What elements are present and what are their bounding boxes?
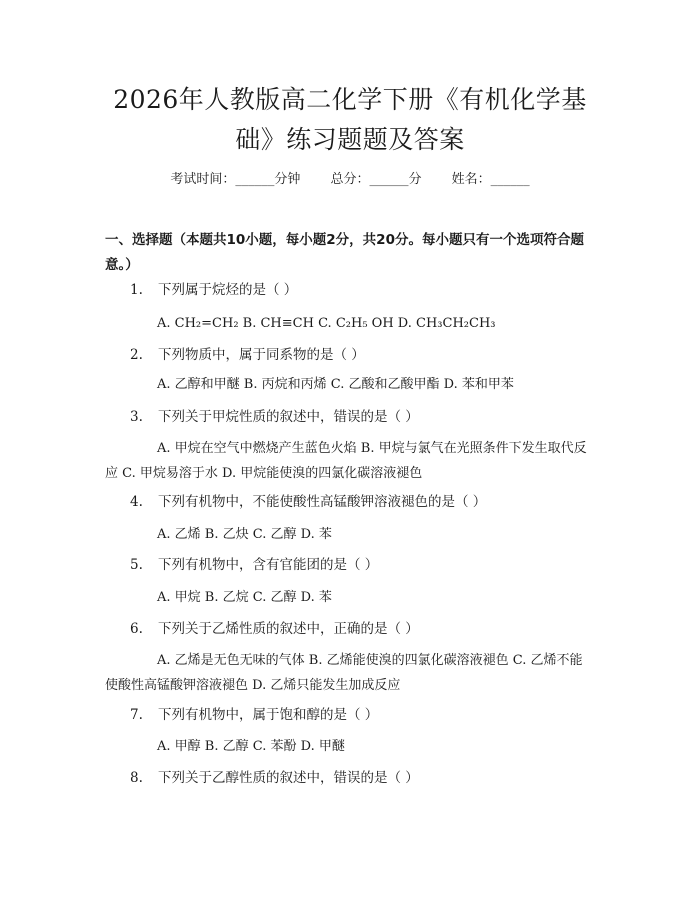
question-text: 下列有机物中，含有官能团的是（ ） bbox=[158, 557, 379, 573]
question-2-options bbox=[105, 372, 593, 397]
exam-time: 考试时间：______分钟 bbox=[170, 172, 301, 187]
title-line-2: 础》练习题题及答案 bbox=[235, 125, 465, 154]
question-text: 下列关于乙醇性质的叙述中，错误的是（ ） bbox=[158, 770, 419, 786]
question-5-options bbox=[105, 585, 593, 610]
options-text: A. 乙醇和甲醚 B. 丙烷和丙烯 C. 乙酸和乙酸甲酯 D. 苯和甲苯 bbox=[157, 377, 514, 392]
question-8 bbox=[130, 766, 419, 790]
options-text: A. 甲烷在空气中燃烧产生蓝色火焰 B. 甲烷与氯气在光照条件下发生取代反应 C. 甲烷易溶于水 D. 甲烷能使溴的四氯化碳溶液褪色 bbox=[105, 441, 587, 481]
options-text: A. 乙烯是无色无味的气体 B. 乙烯能使溴的四氯化碳溶液褪色 C. 乙烯不能使酸性高锰酸钾溶液褪色 D. 乙烯只能发生加成反应 bbox=[105, 653, 583, 693]
question-number: 6. bbox=[130, 621, 143, 637]
title-line-1: 2026年人教版高二化学下册《有机化学基 bbox=[113, 85, 587, 114]
document-title bbox=[0, 80, 700, 160]
question-7 bbox=[130, 703, 378, 727]
question-text: 下列关于甲烷性质的叙述中，错误的是（ ） bbox=[158, 409, 419, 425]
question-text: 下列关于乙烯性质的叙述中，正确的是（ ） bbox=[158, 621, 419, 637]
question-4 bbox=[130, 490, 486, 514]
question-number: 3. bbox=[130, 409, 143, 425]
question-number: 4. bbox=[130, 494, 143, 510]
question-5 bbox=[130, 553, 378, 577]
question-1-options bbox=[105, 311, 593, 336]
question-6 bbox=[130, 617, 419, 641]
question-text: 下列物质中，属于同系物的是（ ） bbox=[158, 347, 365, 363]
question-3 bbox=[130, 405, 419, 429]
options-text: A. CH₂=CH₂ B. CH≡CH C. C₂H₅ OH D. CH₃CH₂CH₃ bbox=[157, 316, 496, 331]
question-number: 5. bbox=[130, 557, 143, 573]
section-heading: 一、选择题（本题共10小题，每小题2分，共20分。每小题只有一个选项符合题意。） bbox=[105, 232, 584, 273]
exam-meta bbox=[0, 168, 700, 187]
question-4-options bbox=[105, 522, 593, 547]
options-text: A. 甲烷 B. 乙烷 C. 乙醇 D. 苯 bbox=[157, 590, 332, 605]
question-1 bbox=[130, 278, 297, 302]
question-number: 1. bbox=[130, 282, 143, 298]
question-3-options bbox=[105, 436, 593, 486]
question-number: 8. bbox=[130, 770, 143, 786]
options-text: A. 乙烯 B. 乙炔 C. 乙醇 D. 苯 bbox=[157, 527, 332, 542]
options-text: A. 甲醇 B. 乙醇 C. 苯酚 D. 甲醚 bbox=[157, 739, 345, 754]
question-number: 7. bbox=[130, 707, 143, 723]
question-text: 下列有机物中，属于饱和醇的是（ ） bbox=[158, 707, 379, 723]
question-text: 下列属于烷烃的是（ ） bbox=[158, 282, 298, 298]
question-text: 下列有机物中，不能使酸性高锰酸钾溶液褪色的是（ ） bbox=[158, 494, 487, 510]
student-name: 姓名：______ bbox=[451, 172, 530, 187]
question-number: 2. bbox=[130, 347, 143, 363]
total-score: 总分：______分 bbox=[330, 172, 422, 187]
question-6-options bbox=[105, 648, 593, 698]
question-7-options bbox=[105, 734, 593, 759]
question-2 bbox=[130, 343, 365, 367]
